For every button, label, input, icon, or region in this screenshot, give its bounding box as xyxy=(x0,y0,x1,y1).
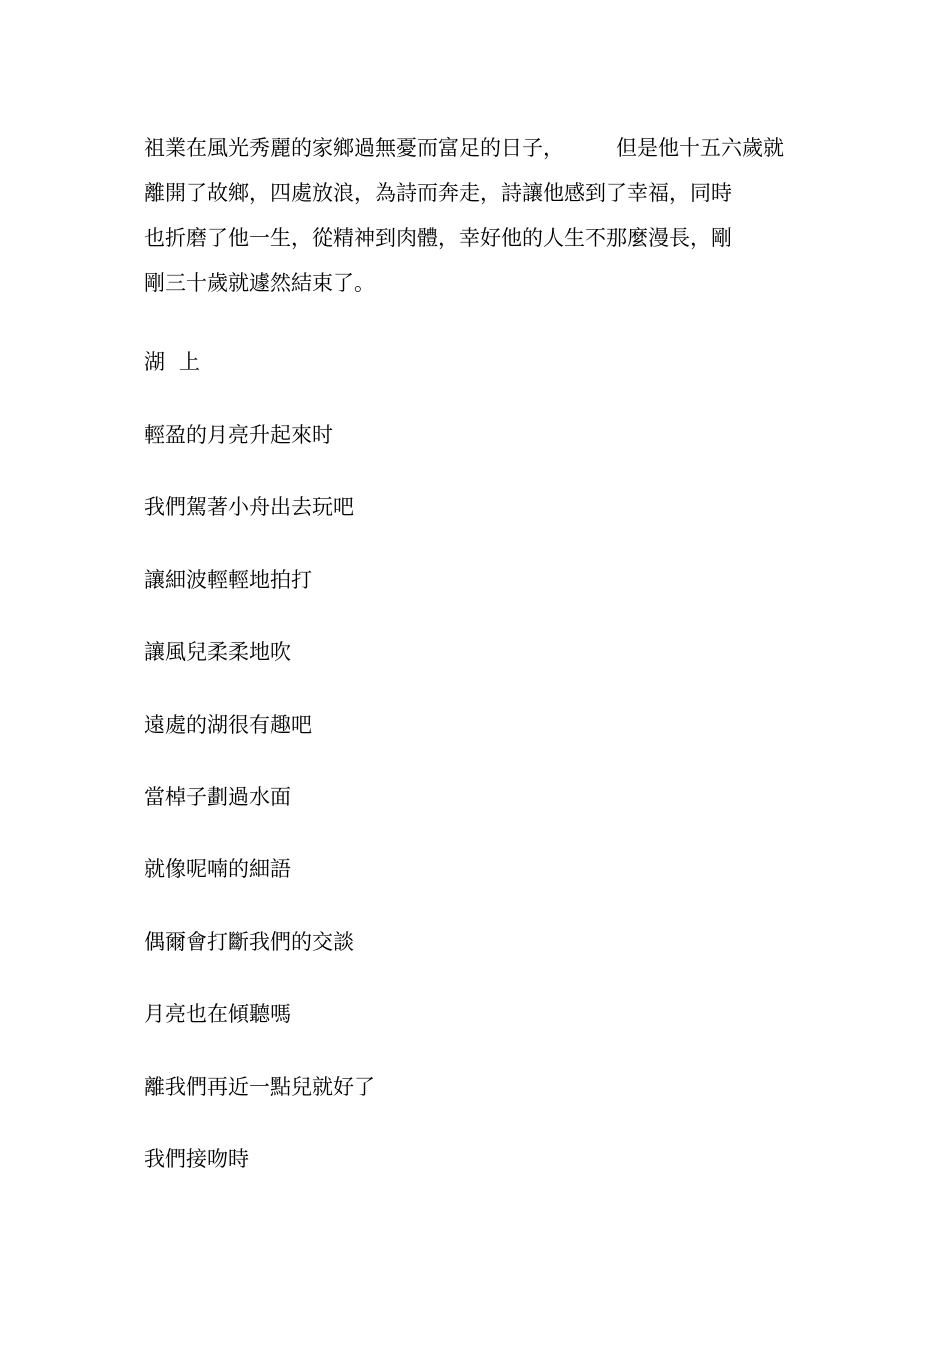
poem-title: 湖上 xyxy=(144,350,214,374)
poem-verse: 我們駕著小舟出去玩吧 xyxy=(144,495,354,520)
poem-verse: 就像呢喃的細語 xyxy=(144,857,291,882)
poem-verse: 偶爾會打斷我們的交談 xyxy=(144,929,354,954)
poem-verse: 遠處的湖很有趣吧 xyxy=(144,712,312,737)
intro-line-1 xyxy=(144,126,824,171)
poem-verse: 我們接吻時 xyxy=(144,1146,249,1171)
intro-line-4: 剛三十歲就遽然結束了。 xyxy=(144,271,375,295)
poem-verse: 讓細波輕輕地拍打 xyxy=(144,567,312,592)
intro-line-2: 離開了故鄉，四處放浪，為詩而奔走，詩讓他感到了幸福，同時 xyxy=(144,181,732,205)
poem-body xyxy=(144,419,375,1215)
intro-line-1-part-a: 祖業在風光秀麗的家鄉過無憂而富足的日子， xyxy=(144,136,564,160)
intro-paragraph xyxy=(144,126,824,306)
poem-verse: 當棹子劃過水面 xyxy=(144,784,291,809)
poem-verse: 輕盈的月亮升起來时 xyxy=(144,423,333,447)
intro-line-1-part-b: 但是他十五六歲就 xyxy=(616,136,784,160)
poem-verse: 月亮也在傾聽嗎 xyxy=(144,1002,291,1027)
intro-line-3: 也折磨了他一生，從精神到肉體，幸好他的人生不那麼漫長，剛 xyxy=(144,226,732,250)
poem-verse: 讓風兒柔柔地吹 xyxy=(144,640,291,665)
poem-verse: 離我們再近一點兒就好了 xyxy=(144,1074,375,1099)
